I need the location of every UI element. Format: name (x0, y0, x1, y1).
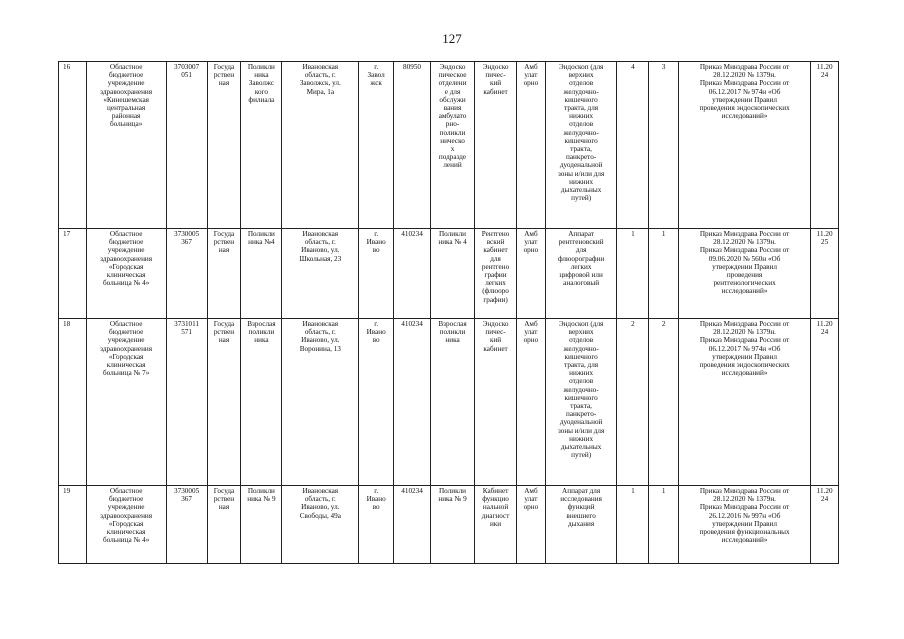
room-cell: Эндоско пичес- кий кабинет (475, 319, 517, 486)
city-cell: г. Ивано во (359, 319, 394, 486)
quantity-a-cell: 2 (617, 319, 649, 486)
quantity-a-cell: 4 (617, 62, 649, 229)
city-cell: г. Завол жск (359, 62, 394, 229)
city-cell: г. Ивано во (359, 486, 394, 564)
unit-cell: Поликли ника № 9 (241, 486, 282, 564)
care-type-cell: Амб улат орно (517, 486, 546, 564)
row-number: 16 (59, 62, 87, 229)
room-cell: Кабинет функцио нальной диагност ики (475, 486, 517, 564)
date-cell: 11.20 24 (811, 486, 839, 564)
order-cell: Приказ Минздрава России от 28.12.2020 № 1379н. Приказ Минздрава России от 26.12.2016 № 997н «Об утверждении Правил проведения функциональных исследований» (678, 486, 810, 564)
room-cell: Эндоско пичес- кий кабинет (475, 62, 517, 229)
ownership-cell: Госуда рствен ная (207, 229, 241, 319)
table-row (59, 486, 839, 564)
equipment-cell: Эндоскоп (для верхних отделов желудочно- кишечного тракта, для нижних отделов желудочно- кишечного тракта, панкрето- дуоденальной зоны и/или для нижних дыхательных путей) (545, 62, 617, 229)
equipment-cell: Эндоскоп (для верхних отделов желудочно- кишечного тракта, для нижних отделов желудочно- кишечного тракта, панкрето- дуоденальной зоны и/или для нижних дыхательных путей) (545, 319, 617, 486)
unit-cell: Поликли ника Заволжс кого филиала (241, 62, 282, 229)
ownership-cell: Госуда рствен ная (207, 486, 241, 564)
quantity-b-cell: 1 (649, 229, 679, 319)
address-cell: Ивановская область, г. Заволжск, ул. Мира, 1а (282, 62, 359, 229)
row-number: 18 (59, 319, 87, 486)
organization-cell: Областное бюджетное учреждение здравоохранения «Городская клиническая больница № 4» (86, 486, 166, 564)
table-row (59, 229, 839, 319)
code-cell: 3731011 571 (166, 319, 207, 486)
quantity-a-cell: 1 (617, 229, 649, 319)
row-number: 17 (59, 229, 87, 319)
equipment-cell: Аппарат для исследования функций внешнего дыхания (545, 486, 617, 564)
order-cell: Приказ Минздрава России от 28.12.2020 № 1379н. Приказ Минздрава России от 06.12.2017 № 974н «Об утверждении Правил проведения эндоскопических исследований» (678, 62, 810, 229)
date-cell: 11.20 24 (811, 319, 839, 486)
address-cell: Ивановская область, г. Иваново, ул. Свободы, 49а (282, 486, 359, 564)
department-cell: Взрослая поликли ника (430, 319, 474, 486)
care-type-cell: Амб улат орно (517, 62, 546, 229)
code-cell: 3730005 367 (166, 229, 207, 319)
quantity-b-cell: 3 (649, 62, 679, 229)
organization-cell: Областное бюджетное учреждение здравоохранения «Городская клиническая больница № 4» (86, 229, 166, 319)
table-row (59, 319, 839, 486)
address-cell: Ивановская область, г. Иваново, ул. Школьная, 23 (282, 229, 359, 319)
page-number: 127 (442, 31, 462, 46)
row-number: 19 (59, 486, 87, 564)
oktmo-cell: 410234 (394, 319, 431, 486)
room-cell: Рентгено вский кабинет для рентгено графии легких (флюоро графии) (475, 229, 517, 319)
order-cell: Приказ Минздрава России от 28.12.2020 № 1379н. Приказ Минздрава России от 06.12.2017 № 974н «Об утверждении Правил проведения эндоскопических исследований» (678, 319, 810, 486)
quantity-a-cell: 1 (617, 486, 649, 564)
city-cell: г. Ивано во (359, 229, 394, 319)
address-cell: Ивановская область, г. Иваново, ул. Воронина, 13 (282, 319, 359, 486)
oktmo-cell: 80950 (394, 62, 431, 229)
department-cell: Поликли ника № 9 (430, 486, 474, 564)
code-cell: 3703007 051 (166, 62, 207, 229)
quantity-b-cell: 1 (649, 486, 679, 564)
organization-cell: Областное бюджетное учреждение здравоохранения «Кинешемская центральная районная больница» (86, 62, 166, 229)
equipment-table (58, 61, 839, 564)
unit-cell: Взрослая поликли ника (241, 319, 282, 486)
ownership-cell: Госуда рствен ная (207, 319, 241, 486)
department-cell: Эндоско пическое отделени е для обслужи вания амбулато рно- поликли ническо х подразде лений (430, 62, 474, 229)
unit-cell: Поликли ника №4 (241, 229, 282, 319)
care-type-cell: Амб улат орно (517, 319, 546, 486)
table-row (59, 62, 839, 229)
code-cell: 3730005 367 (166, 486, 207, 564)
oktmo-cell: 410234 (394, 486, 431, 564)
care-type-cell: Амб улат орно (517, 229, 546, 319)
date-cell: 11.20 25 (811, 229, 839, 319)
department-cell: Поликли ника № 4 (430, 229, 474, 319)
date-cell: 11.20 24 (811, 62, 839, 229)
oktmo-cell: 410234 (394, 229, 431, 319)
quantity-b-cell: 2 (649, 319, 679, 486)
equipment-cell: Аппарат рентгеновский для флюорографии легких цифровой или аналоговый (545, 229, 617, 319)
organization-cell: Областное бюджетное учреждение здравоохранения «Городская клиническая больница № 7» (86, 319, 166, 486)
ownership-cell: Госуда рствен ная (207, 62, 241, 229)
order-cell: Приказ Минздрава России от 28.12.2020 № 1379н. Приказ Минздрава России от 09.06.2020 № 560н «Об утверждении Правил проведения рентгенологических исследований» (678, 229, 810, 319)
